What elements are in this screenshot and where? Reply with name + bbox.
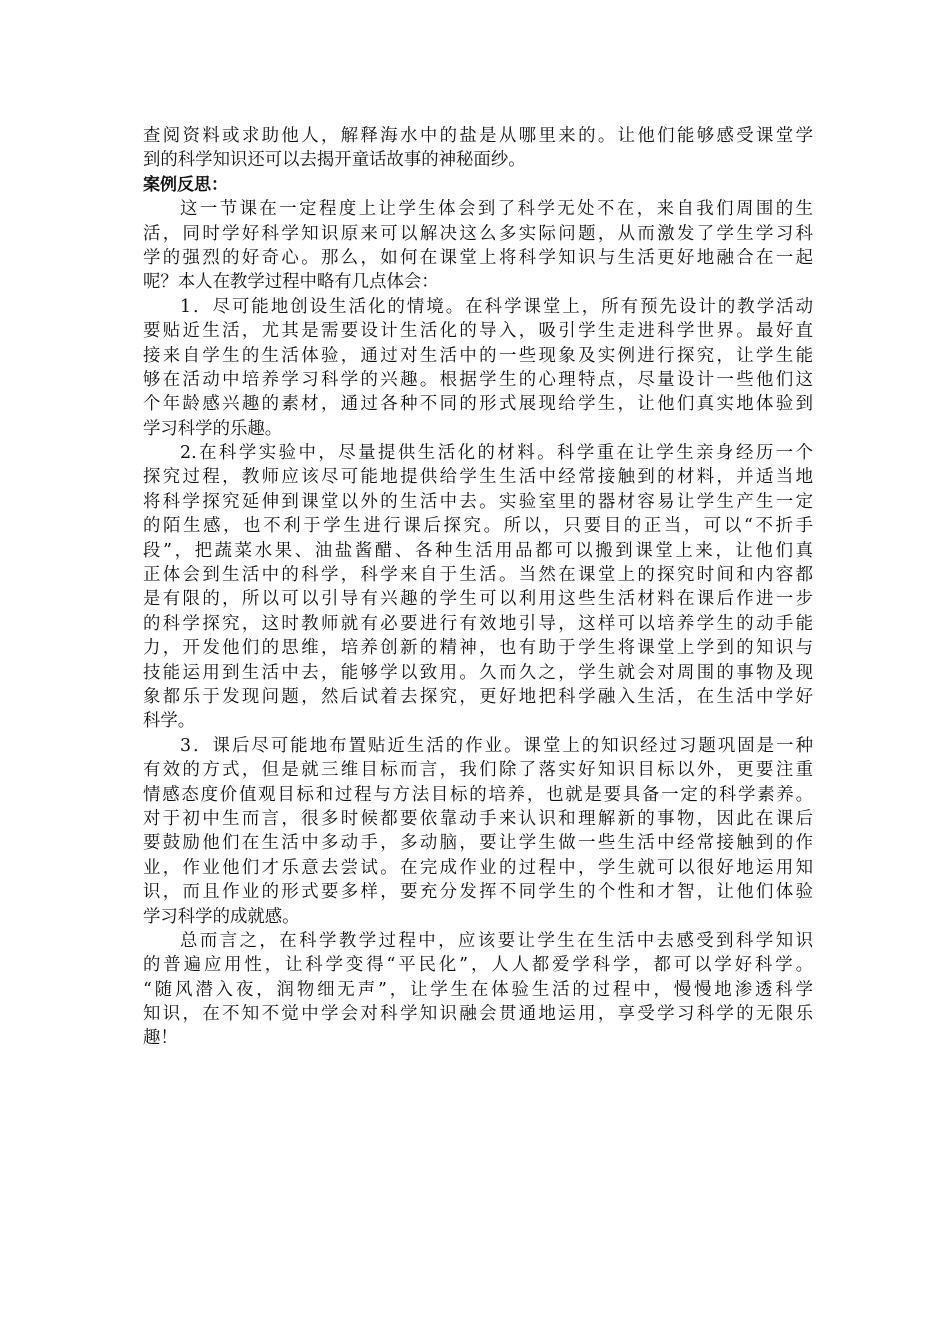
text-line: 有效的方式，但是就三维目标而言，我们除了落实好知识目标以外，更要注重 [143,760,813,781]
text-line: 2.在科学实验中，尽量提供生活化的材料。科学重在让学生亲身经历一个 [180,443,813,464]
text-line: 段”，把蔬菜水果、油盐酱醋、各种生活用品都可以搬到课堂上来，让他们真 [143,540,813,561]
text-line: 呢？本人在教学过程中略有几点体会： [143,272,439,293]
text-line: 够在活动中培养学习科学的兴趣。根据学生的心理特点，尽量设计一些他们这 [143,369,813,390]
text-line: 技能运用到生活中去，能够学以致用。久而久之，学生就会对周围的事物及现 [143,662,813,683]
text-line: 的普遍应用性，让科学变得“平民化”，人人都爱学科学，都可以学好科学。 [143,955,813,976]
text-line: 业，作业他们才乐意去尝试。在完成作业的过程中，学生就可以很好地运用知 [143,857,813,878]
text-line: 查阅资料或求助他人，解释海水中的盐是从哪里来的。让他们能够感受课堂学 [143,126,813,146]
text-line: 到的科学知识还可以去揭开童话故事的神秘面纱。 [143,150,526,171]
text-line: 是有限的，所以可以引导有兴趣的学生可以利用这些生活材料在课后作进一步 [143,589,813,610]
text-line: 的陌生感，也不利于学生进行课后探究。所以，只要目的正当，可以“不折手 [143,516,813,537]
text-line: 趣！ [143,1028,178,1049]
text-line: 探究过程，教师应该尽可能地提供给学生生活中经常接触到的材料，并适当地 [143,467,813,488]
text-line: 活，同时学好科学知识原来可以解决这么多实际问题，从而激发了学生学习科 [143,223,813,244]
paragraph-conclusion [143,929,813,1051]
text-line: 学习科学的成就感。 [143,906,300,927]
text-line: 总而言之，在科学教学过程中，应该要让学生在生活中去感受到科学知识 [180,930,813,951]
text-line: 对于初中生而言，很多时候都要依靠动手来认识和理解新的事物，因此在课后 [143,808,813,829]
section-heading: 案例反思： [143,174,228,195]
text-line: 正体会到生活中的科学，科学来自于生活。当然在课堂上的探究时间和内容都 [143,565,813,586]
text-line: 1．尽可能地创设生活化的情境。在科学课堂上，所有预先设计的教学活动 [180,296,813,317]
paragraph-reflection [143,197,813,295]
text-line: 3．课后尽可能地布置贴近生活的作业。课堂上的知识经过习题巩固是一种 [180,735,813,756]
text-line: 要贴近生活，尤其是需要设计生活化的导入，吸引学生走进科学世界。最好直 [143,321,813,342]
paragraph-point-2 [143,441,813,734]
paragraph-point-3 [143,734,813,929]
text-line: 接来自学生的生活体验，通过对生活中的一些现象及实例进行探究，让学生能 [143,345,813,366]
intro-paragraph [143,124,813,173]
text-line: 知识，在不知不觉中学会对科学知识融会贯通地运用，享受学习科学的无限乐 [143,1004,813,1025]
text-line: 将科学探究延伸到课堂以外的生活中去。实验室里的器材容易让学生产生一定 [143,491,813,512]
paragraph-point-1 [143,295,813,441]
text-line: 力，开发他们的思维，培养创新的精神，也有助于学生将课堂上学到的知识与 [143,638,813,659]
text-line: 学的强烈的好奇心。那么，如何在课堂上将科学知识与生活更好地融合在一起 [143,247,813,268]
text-line: “随风潜入夜，润物细无声”，让学生在体验生活的过程中，慢慢地渗透科学 [143,979,813,1000]
text-line: 要鼓励他们在生活中多动手，多动脑，要让学生做一些生活中经常接触到的作 [143,833,813,854]
text-line: 学习科学的乐趣。 [143,418,283,439]
text-line: 这一节课在一定程度上让学生体会到了科学无处不在，来自我们周围的生 [180,199,813,220]
text-line: 的科学探究，这时教师就有必要进行有效地引导，这样可以培养学生的动手能 [143,613,813,634]
text-line: 象都乐于发现问题，然后试着去探究，更好地把科学融入生活，在生活中学好 [143,686,813,707]
text-line: 情感态度价值观目标和过程与方法目标的培养，也就是要具备一定的科学素养。 [143,784,813,805]
text-line: 识，而且作业的形式要多样，要充分发挥不同学生的个性和才智，让他们体验 [143,882,813,903]
document-page [143,124,813,1051]
text-line: 科学。 [143,711,196,732]
text-line: 个年龄感兴趣的素材，通过各种不同的形式展现给学生，让他们真实地体验到 [143,394,813,415]
